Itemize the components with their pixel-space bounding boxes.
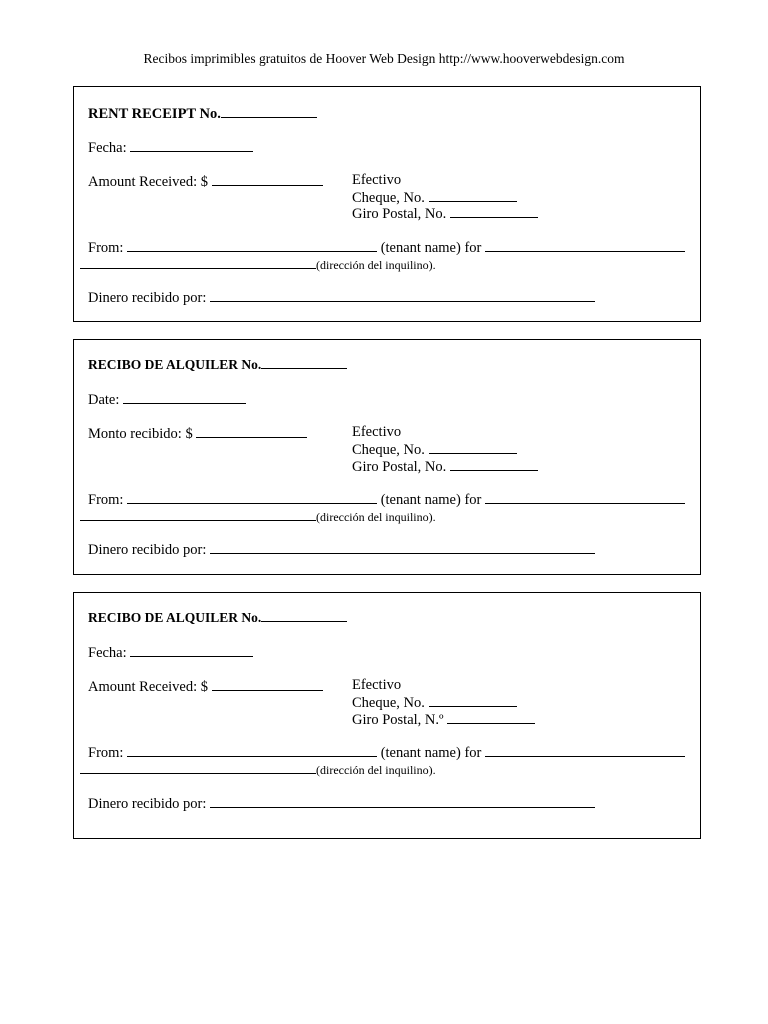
check-number-field[interactable] — [429, 693, 517, 707]
payment-option-money-order — [352, 204, 538, 223]
amount-label: Amount Received: $ — [88, 679, 209, 695]
amount-row — [88, 424, 307, 443]
address-field[interactable] — [80, 760, 316, 774]
payment-option-money-order — [352, 457, 538, 476]
address-label: (dirección del inquilino). — [316, 763, 436, 777]
payment-option-label: Efectivo — [352, 172, 402, 188]
tenant-name-field[interactable] — [127, 238, 377, 252]
payment-option-label: Cheque, No. — [352, 695, 425, 711]
check-number-field[interactable] — [429, 440, 517, 454]
receipt-title: RENT RECEIPT No. — [88, 106, 221, 122]
date-field[interactable] — [130, 643, 253, 657]
page-header: Recibos imprimibles gratuitos de Hoover Web Design http://www.hooverwebdesign.com — [143, 51, 625, 66]
amount-row — [88, 172, 323, 191]
receipt-number-field[interactable] — [221, 104, 317, 118]
receipt-title: RECIBO DE ALQUILER No. — [88, 610, 262, 625]
receipt-title-row — [88, 608, 347, 627]
address-row — [80, 760, 436, 779]
address-row — [80, 255, 436, 274]
date-field[interactable] — [123, 390, 246, 404]
from-label: From: — [88, 492, 124, 508]
tenant-name-field[interactable] — [127, 743, 377, 757]
money-order-number-field[interactable] — [450, 204, 538, 218]
receipt-2 — [73, 339, 701, 575]
address-row — [80, 507, 436, 526]
receipt-title-row — [88, 104, 317, 123]
receipt-title-row — [88, 355, 347, 374]
received-by-field[interactable] — [210, 288, 595, 302]
received-by-field[interactable] — [210, 540, 595, 554]
payment-option-cash — [352, 424, 401, 441]
property-field[interactable] — [485, 490, 685, 504]
payment-option-label: Cheque, No. — [352, 442, 425, 458]
payment-option-money-order — [352, 710, 535, 729]
amount-row — [88, 677, 323, 696]
payment-option-label: Giro Postal, No. — [352, 206, 447, 222]
date-row — [88, 643, 253, 662]
money-order-number-field[interactable] — [447, 710, 535, 724]
received-by-label: Dinero recibido por: — [88, 796, 207, 812]
property-field[interactable] — [485, 238, 685, 252]
payment-option-cash — [352, 677, 401, 694]
received-by-label: Dinero recibido por: — [88, 290, 207, 306]
tenant-label: (tenant name) for — [380, 492, 482, 508]
tenant-name-field[interactable] — [127, 490, 377, 504]
address-label: (dirección del inquilino). — [316, 258, 436, 272]
received-by-row — [88, 288, 595, 307]
date-row — [88, 390, 246, 409]
address-field[interactable] — [80, 255, 316, 269]
received-by-row — [88, 794, 595, 813]
money-order-number-field[interactable] — [450, 457, 538, 471]
payment-option-label: Giro Postal, N.º — [352, 712, 444, 728]
received-by-label: Dinero recibido por: — [88, 542, 207, 558]
date-label: Date: — [88, 392, 120, 408]
address-field[interactable] — [80, 507, 316, 521]
received-by-row — [88, 540, 595, 559]
receipt-title: RECIBO DE ALQUILER No. — [88, 357, 262, 372]
check-number-field[interactable] — [429, 188, 517, 202]
from-label: From: — [88, 745, 124, 761]
from-label: From: — [88, 240, 124, 256]
receipt-number-field[interactable] — [261, 355, 347, 369]
amount-label: Amount Received: $ — [88, 174, 209, 190]
property-field[interactable] — [485, 743, 685, 757]
amount-field[interactable] — [212, 677, 323, 691]
date-field[interactable] — [130, 138, 253, 152]
payment-option-label: Cheque, No. — [352, 190, 425, 206]
receipt-3 — [73, 592, 701, 839]
receipt-number-field[interactable] — [261, 608, 347, 622]
payment-option-label: Efectivo — [352, 424, 402, 440]
tenant-label: (tenant name) for — [380, 240, 482, 256]
receipt-1 — [73, 86, 701, 322]
received-by-field[interactable] — [210, 794, 595, 808]
date-label: Fecha: — [88, 140, 127, 156]
amount-field[interactable] — [196, 424, 307, 438]
amount-label: Monto recibido: $ — [88, 426, 193, 442]
payment-option-label: Giro Postal, No. — [352, 459, 447, 475]
amount-field[interactable] — [212, 172, 323, 186]
address-label: (dirección del inquilino). — [316, 510, 436, 524]
tenant-label: (tenant name) for — [380, 745, 482, 761]
date-row — [88, 138, 253, 157]
payment-option-cash — [352, 172, 401, 189]
date-label: Fecha: — [88, 645, 127, 661]
payment-option-label: Efectivo — [352, 677, 402, 693]
